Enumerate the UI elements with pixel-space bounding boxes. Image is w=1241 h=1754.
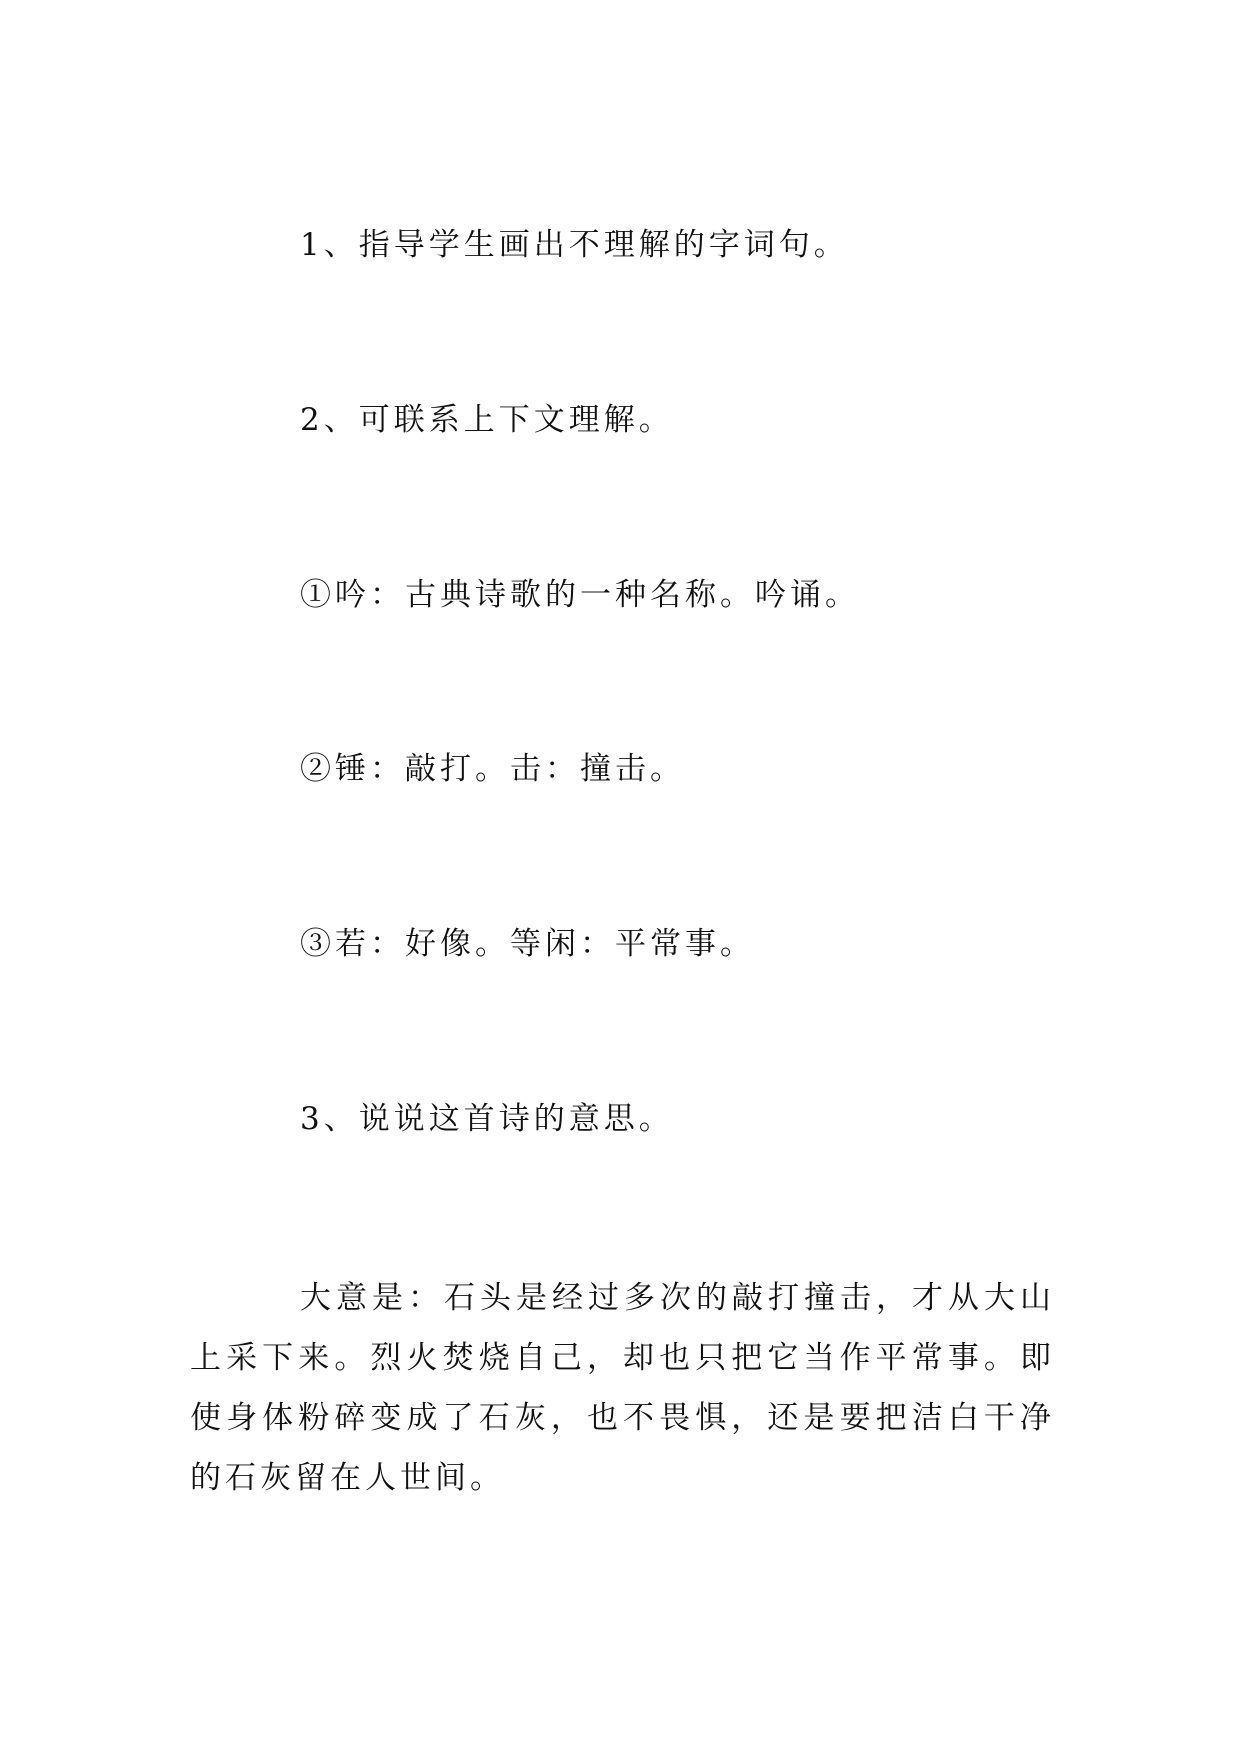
- instruction-line-2: 2、可联系上下文理解。: [300, 402, 674, 438]
- definition-line-2: ②锤：敲打。击：撞击。: [300, 751, 685, 787]
- instruction-line-1: 1、指导学生画出不理解的字词句。: [300, 227, 849, 263]
- instruction-line-3: 3、说说这首诗的意思。: [300, 1101, 674, 1137]
- definition-line-1: ①吟：古典诗歌的一种名称。吟诵。: [300, 577, 860, 613]
- definition-line-3: ③若：好像。等闲：平常事。: [300, 926, 755, 962]
- summary-paragraph: 大意是：石头是经过多次的敲打撞击，才从大山上采下来。烈火焚烧自己，却也只把它当作平常事。即使身体粉碎变成了石灰，也不畏惧，还是要把洁白干净的石灰留在人世间。: [190, 1280, 1055, 1496]
